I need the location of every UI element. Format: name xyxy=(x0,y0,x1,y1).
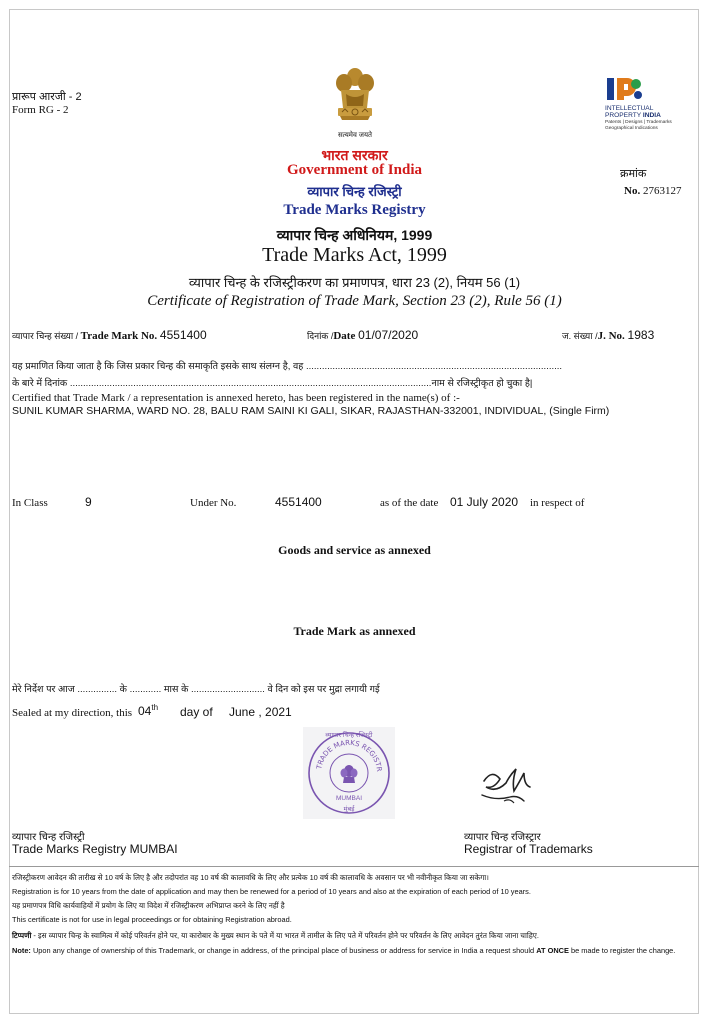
under-no-value: 4551400 xyxy=(275,495,322,509)
jno-value: 1983 xyxy=(627,328,655,342)
class-value: 9 xyxy=(85,495,92,509)
act-title-hindi: व्यापार चिन्ह अधिनियम, 1999 xyxy=(276,227,433,243)
footer-legal-hindi: यह प्रमाणपत्र विधि कार्यवाहियों में प्रयोग के लिए या विदेश में रजिस्ट्रीकरण अभिप्राप्त करने के लिए नहीं है xyxy=(12,901,285,910)
form-id-english: Form RG - 2 xyxy=(12,104,69,116)
footer-note-english xyxy=(12,946,675,955)
emblem-motto: सत्यमेव जयते xyxy=(337,132,373,139)
date-label-hindi: दिनांक / xyxy=(307,331,334,341)
form-id-hindi: प्रारूप आरजी - 2 xyxy=(12,91,82,103)
goods-and-services: Goods and service as annexed xyxy=(278,543,431,557)
ip-india-logo xyxy=(605,74,645,104)
footer-note-label: Note: xyxy=(12,946,31,955)
date-value: 01/07/2020 xyxy=(358,328,419,342)
footer-renewal-english: Registration is for 10 years from the date of application and may then be renewed for a period of 10 years and also at the expiration of each period of 10 years. xyxy=(12,887,531,896)
body-line1-hindi: यह प्रमाणित किया जाता है कि जिस प्रकार चिन्ह की समाकृति इसके साथ संलग्न है, वह ................................................................................................. xyxy=(12,361,563,372)
registrar-signature xyxy=(474,759,536,811)
ip-logo-property: PROPERTY xyxy=(605,112,643,119)
jno-label: J. No. xyxy=(597,330,625,342)
jno-label-hindi: ज. संख्या / xyxy=(562,331,598,341)
ip-logo-line2 xyxy=(605,112,661,119)
govt-title-english: Government of India xyxy=(287,162,422,178)
proprietor-details: SUNIL KUMAR SHARMA, WARD NO. 28, BALU RAM SAINI KI GALI, SIKAR, RAJASTHAN-332001, INDIVIDUAL, (Single Firm) xyxy=(12,405,610,417)
footer-note-emphasis: AT ONCE xyxy=(536,946,569,955)
sealed-day-number: 04 xyxy=(138,704,152,718)
ip-logo-line3: Patents | Designs | Trademarks xyxy=(605,120,672,125)
left-sign-english: Trade Marks Registry MUMBAI xyxy=(12,842,178,856)
trade-mark-annexed: Trade Mark as annexed xyxy=(293,624,416,638)
sealed-label: Sealed at my direction, this xyxy=(12,707,133,719)
footer-note-tail: be made to register the change. xyxy=(568,946,676,955)
serial-number xyxy=(624,185,681,197)
right-sign-english: Registrar of Trademarks xyxy=(464,842,593,856)
sealed-day-of: day of xyxy=(180,705,213,719)
serial-label: No. xyxy=(624,185,641,197)
footer-note-hindi-text: - इस व्यापार चिन्ह के स्वामित्व में कोई परिवर्तन होने पर, या कारोबार के मुख्य स्थान के पते में या भारत में तामील के लिए पते में परिवर्तन होने पर परिवर्तन के लिए आवेदन तुरंत किया जाना चाहिए. xyxy=(31,931,539,940)
sealed-day xyxy=(138,703,158,718)
body-line2-hindi: के बारे में दिनांक .........................................................................................................................................नाम से रजिस्ट्रीकृत हो चुका है| xyxy=(12,378,533,389)
as-of-date-label: as of the date xyxy=(380,497,439,509)
seal-line-hindi: मेरे निर्देश पर आज ............... के ............ मास के ............................ वे दिन को इस पर मुद्रा लगायी गई xyxy=(12,684,380,695)
stamp-city: MUMBAI xyxy=(336,795,362,802)
trade-mark-number xyxy=(12,328,207,342)
tm-label: Trade Mark No. xyxy=(80,330,158,342)
certificate-title-hindi: व्यापार चिन्ह के रजिस्ट्रीकरण का प्रमाणपत्र, धारा 23 (2), नियम 56 (1) xyxy=(188,275,521,290)
registry-seal-stamp xyxy=(303,727,395,819)
in-respect-of-label: in respect of xyxy=(530,497,585,509)
registry-title-english: Trade Marks Registry xyxy=(283,202,426,218)
lion-capital-icon xyxy=(328,64,382,136)
date-label: Date xyxy=(333,330,356,342)
certified-statement: Certified that Trade Mark / a representation is annexed hereto, has been registered in the name(s) of :- xyxy=(12,392,460,404)
ip-logo-line4: Geographical Indications xyxy=(605,126,658,131)
registration-date xyxy=(307,328,418,342)
tm-label-hindi: व्यापार चिन्ह संख्या / xyxy=(12,331,81,341)
serial-value: 2763127 xyxy=(642,185,682,197)
footer-renewal-hindi: रजिस्ट्रीकरण आवेदन की तारीख से 10 वर्ष के लिए है और तदोपरांत वह 10 वर्ष की कालावधि के लिए और प्रत्येक 10 वर्ष की कालावधि के अवसान पर भी नवीनीकृत किया जा सकेगा। xyxy=(12,873,489,882)
govt-title-hindi: भारत सरकार xyxy=(321,147,388,163)
signature-icon xyxy=(474,759,536,811)
footer-note-hindi xyxy=(12,931,539,941)
footer-note-text: Upon any change of ownership of this Trademark, or change in address, of the principal place of business or address for service in India a request should xyxy=(30,946,537,955)
in-class-label: In Class xyxy=(12,497,48,509)
registry-title-hindi: व्यापार चिन्ह रजिस्ट्री xyxy=(307,184,402,199)
national-emblem xyxy=(328,64,382,136)
footer-legal-english: This certificate is not for use in legal proceedings or for obtaining Registration abroad. xyxy=(12,915,292,924)
ip-logo-line1: INTELLECTUAL xyxy=(605,105,654,112)
footer-divider xyxy=(9,866,699,867)
act-title-english: Trade Marks Act, 1999 xyxy=(262,244,447,266)
left-sign-hindi: व्यापार चिन्ह रजिस्ट्री xyxy=(12,832,85,843)
serial-label-hindi: क्रमांक xyxy=(620,168,647,180)
tm-value: 4551400 xyxy=(159,328,207,342)
ip-logo-india: INDIA xyxy=(642,112,661,119)
right-sign-hindi: व्यापार चिन्ह रजिस्ट्रार xyxy=(464,832,541,843)
stamp-ring-text: TRADE MARKS REGISTR xyxy=(315,738,383,772)
ip-india-logo-icon xyxy=(605,74,645,104)
footer-note-hindi-label: टिप्पणी xyxy=(12,931,32,940)
under-no-label: Under No. xyxy=(190,497,237,509)
sealed-day-suffix: th xyxy=(151,703,159,712)
sealed-month-year: June , 2021 xyxy=(229,705,292,719)
stamp-top-text: व्यापार चिन्ह रजिस्ट्री xyxy=(325,732,373,739)
certificate-title-english: Certificate of Registration of Trade Mark, Section 23 (2), Rule 56 (1) xyxy=(147,293,562,309)
stamp-city-hindi: मुंबई xyxy=(343,806,355,813)
journal-number xyxy=(562,328,654,342)
as-of-date-value: 01 July 2020 xyxy=(450,495,519,509)
